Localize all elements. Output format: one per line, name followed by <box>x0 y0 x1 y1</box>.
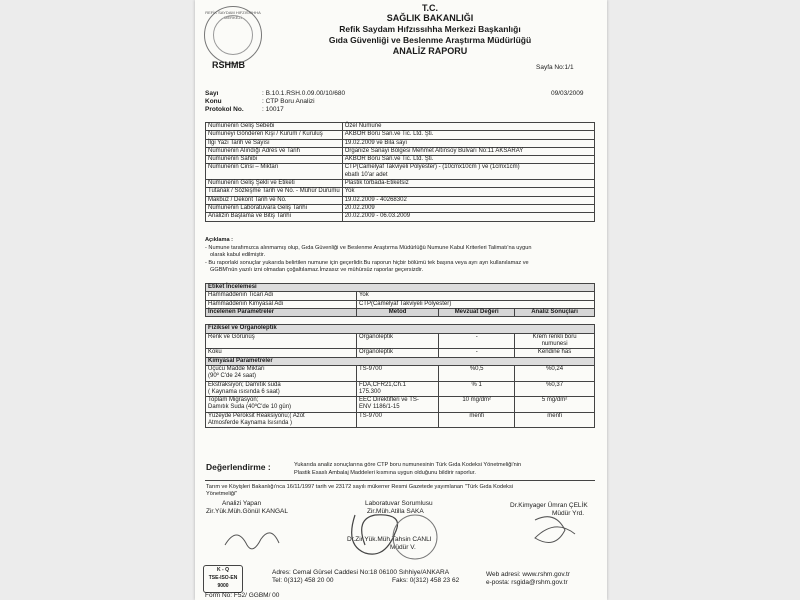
method-cell: TS-9700 <box>356 412 438 428</box>
aciklama-line2b: GGBM'nün yazılı izni olmadan çoğaltılamaz.İmzasız ve mühürsüz raporlar geçersizdir. <box>210 267 424 273</box>
sample-info-label: Numunenin Sahibi <box>206 156 343 164</box>
ministry-seal <box>204 6 262 64</box>
sample-info-label: Numunenin Geliş Sebebi <box>206 123 343 131</box>
sample-info-value: AKBOR Boru San.ve Tic. Ltd. Şti. <box>342 131 594 139</box>
header-directorate: Gıda Güvenliği ve Beslenme Araştırma Müdürlüğü <box>328 35 532 45</box>
result-cell: %0,24 <box>515 365 595 381</box>
sample-info-row <box>206 164 595 180</box>
page-number: Sayfa No:1/1 <box>536 64 574 71</box>
sample-info-value: 20.02.2009 <box>342 204 594 212</box>
sample-info-value: Organize Sanayi Bölgesi Mehmet Altınsoy Bulvarı No:11 AKSARAY <box>342 147 594 155</box>
etiket-row-label: Hammaddenin Ticari Adı <box>206 292 357 300</box>
table-row <box>206 365 595 381</box>
result-cell: Kendine has <box>515 349 595 357</box>
header-ministry: SAĞLIK BAKANLIĞI <box>386 13 474 23</box>
report-code: RSHMB <box>212 60 245 70</box>
limit-cell: %0,5 <box>439 365 515 381</box>
sample-info-row <box>206 147 595 155</box>
param-cell: Toplam Migrasyon; Damıtık Suda (40ºC'de 10 gün) <box>206 397 357 413</box>
sample-info-value: AKBOR Boru San.ve Tic. Ltd. Şti. <box>342 156 594 164</box>
director-title: Müdür V. <box>390 544 416 551</box>
prepared-label: Analizi Yapan <box>222 500 262 507</box>
evaluation-line1: Yukarıda analiz sonuçlarına göre CTP boru numunesinin Türk Gıda Kodeksi Yönetmeliği'nin <box>294 462 522 468</box>
sample-info-label: Makbuz / Dekont Tarih ve No. <box>206 196 343 204</box>
aciklama-line1b: olarak kabul edilmiştir. <box>210 252 266 258</box>
sample-info-label: Numunenin Alındığı Adres ve Tarih <box>206 147 343 155</box>
header-institute: Refik Saydam Hıfzıssıhha Merkezi Başkanlığı <box>339 24 521 34</box>
protokol-label: Protokol No. <box>205 106 244 113</box>
result-cell: 5 mg/dm² <box>515 397 595 413</box>
table-row <box>206 412 595 428</box>
sample-info-label: Numunenin Cinsi – Miktarı <box>206 164 343 180</box>
sample-info-table <box>205 122 595 222</box>
limit-cell: 10 mg/dm² <box>439 397 515 413</box>
footer-address: Adres: Cemal Gürsel Caddesi No:18 06100 Sıhhiye/ANKARA <box>272 569 450 576</box>
param-cell: Yüzeyde Peroksit Reaksiyonu;( Azot Atmosferde Kaynama Isısında ) <box>206 412 357 428</box>
sample-info-value: CTP(Camelyaf Takviyeli Polyester) - (10cmx10cm ) ve (1cmx1cm) ebatlı 10'ar adet <box>342 164 594 180</box>
evaluation-label: Değerlendirme : <box>206 462 271 472</box>
right-name: Dr.Kimyager Ümran ÇELİK <box>510 502 588 509</box>
limit-cell: - <box>439 349 515 357</box>
table-row <box>206 397 595 413</box>
sample-info-row <box>206 196 595 204</box>
protokol-value: : 10017 <box>262 106 284 113</box>
footnote-line1: Tarım ve Köyişleri Bakanlığı'nca 16/11/1997 tarih ve 23172 sayılı mükerrer Resmi Gazetede yayımlanan "Türk Gıda Kodeksi <box>206 484 514 490</box>
etiket-row-label: Hammaddenin Kimyasal Adı <box>206 300 357 308</box>
signature-scribbles <box>205 505 605 565</box>
sample-info-label: İlgi Yazı Tarih ve Sayısı <box>206 139 343 147</box>
director-name: Dr.Zir.Yük.Müh.Tahsin CANLI <box>347 536 432 543</box>
sample-info-row <box>206 131 595 139</box>
etiket-row-value: Yok <box>356 292 594 300</box>
report-title: ANALİZ RAPORU <box>392 46 468 56</box>
sample-info-label: Numuneyi Gönderen Kişi / Kurum / Kuruluş <box>206 131 343 139</box>
sample-info-value: 20.02.2009 - 06.03.2009 <box>342 213 594 221</box>
sample-info-row <box>206 180 595 188</box>
etiket-title: Etiket İncelemesi <box>206 284 595 292</box>
sample-info-value: Plastik torbada-Etiketsiz <box>342 180 594 188</box>
sample-info-row <box>206 188 595 196</box>
report-date: 09/03/2009 <box>551 90 584 97</box>
result-cell: %0,37 <box>515 381 595 397</box>
lab-label: Laboratuvar Sorumlusu <box>365 500 433 507</box>
aciklama-line1: - Numune tarafımızca alınmamış olup, Gıda Güvenliği ve Beslenme Araştırma Müdürlüğü Numune Kabul Kriterleri Talimatı'na uygun <box>205 245 532 251</box>
sample-info-value: Özel Numune <box>342 123 594 131</box>
sample-info-row <box>206 204 595 212</box>
sayi-label: Sayı <box>205 90 219 97</box>
sample-info-label: Numunenin Laboratuvara Geliş Tarihi <box>206 204 343 212</box>
col-header-limit: Mevzuat Değeri <box>439 308 515 316</box>
sample-info-row <box>206 123 595 131</box>
sample-info-label: Tutanak / Sözleşme Tarih ve No. - Mühür Durumu <box>206 188 343 196</box>
header-tc: T.C. <box>421 3 438 13</box>
sayi-value: : B.10.1.RSH.0.09.00/10/680 <box>262 90 346 97</box>
sample-info-value: 19.02.2009 - 40268302 <box>342 196 594 204</box>
kimyasal-title: Kimyasal Parametreler <box>206 357 595 365</box>
footer-email: e-posta: rsgida@rshm.gov.tr <box>486 579 568 586</box>
tse-iso-badge: K - Q TSE-ISO-EN 9000 <box>203 565 243 593</box>
etiket-row-value: CTP(Camelyaf Takviyeli Polyester) <box>356 300 594 308</box>
param-cell: Renk ve Görünüş <box>206 333 357 349</box>
aciklama-line2: - Bu raporlaki sonuçlar yukarıda belirtilen numune için geçerlidir.Bu raporun hiçbir bölümü tek başına veya ayrı ayrı kullanılamaz ve <box>205 260 529 266</box>
aciklama-title: Açıklama : <box>205 237 233 243</box>
result-cell: Krem renkli boru numunesi <box>515 333 595 349</box>
method-cell: TS-9700 <box>356 365 438 381</box>
result-cell: menfi <box>515 412 595 428</box>
table-row <box>206 381 595 397</box>
limit-cell: - <box>439 333 515 349</box>
sample-info-label: Analizin Başlama ve Bitiş Tarihi <box>206 213 343 221</box>
sample-info-label: Numunenin Geliş Şekli ve Etiketi <box>206 180 343 188</box>
col-header-params: İncelenen Parametreler <box>206 308 357 316</box>
footer-web: Web adresi: www.rshm.gov.tr <box>486 571 570 578</box>
right-title: Müdür Yrd. <box>552 510 585 517</box>
sample-info-value: 19.02.2009 ve Bila sayı <box>342 139 594 147</box>
seal-text: REFİK SAYDAM HIFZISSIHHA MERKEZİ <box>205 10 261 20</box>
results-table <box>205 283 595 428</box>
konu-value: : CTP Boru Analizi <box>262 98 315 105</box>
sample-info-row <box>206 139 595 147</box>
sample-info-row <box>206 213 595 221</box>
footer-phone: Tel: 0(312) 458 20 00 <box>272 577 334 584</box>
form-number: Form No: F52/ GGBM/ 00 <box>205 592 280 599</box>
limit-cell: menfi <box>439 412 515 428</box>
col-header-result: Analiz Sonuçları <box>515 308 595 316</box>
method-cell: EEC Direktifleri ve TS- ENV 1186/1-15 <box>356 397 438 413</box>
method-cell: Organoleptik <box>356 333 438 349</box>
method-cell: FDA,CFR21,Ch.1 175.300 <box>356 381 438 397</box>
evaluation-line2: Plastik Esaslı Ambalaj Maddeleri kısmına uygun olduğunu bildirir raporlur. <box>294 470 476 476</box>
param-cell: Ekstraksiyon; Damıtık suda ( Kaynama ısısında 6 saat) <box>206 381 357 397</box>
param-cell: Koku <box>206 349 357 357</box>
fiziksel-title: Fiziksel ve Organoleptik <box>206 325 595 333</box>
method-cell: Organoleptik <box>356 349 438 357</box>
param-cell: Uçucu Madde Miktarı (90º C'de 24 saat) <box>206 365 357 381</box>
divider <box>205 480 595 481</box>
limit-cell: % 1 <box>439 381 515 397</box>
footnote-line2: Yönetmeliği" <box>206 491 238 497</box>
lab-name: Zir.Müh.Atilla SAKA <box>367 508 424 515</box>
sample-info-row <box>206 156 595 164</box>
sample-info-value: Yok <box>342 188 594 196</box>
konu-label: Konu <box>205 98 222 105</box>
prepared-name: Zir.Yük.Müh.Gönül KANGAL <box>206 508 289 515</box>
footer-fax: Faks: 0(312) 458 23 62 <box>392 577 460 584</box>
col-header-method: Metod <box>356 308 438 316</box>
